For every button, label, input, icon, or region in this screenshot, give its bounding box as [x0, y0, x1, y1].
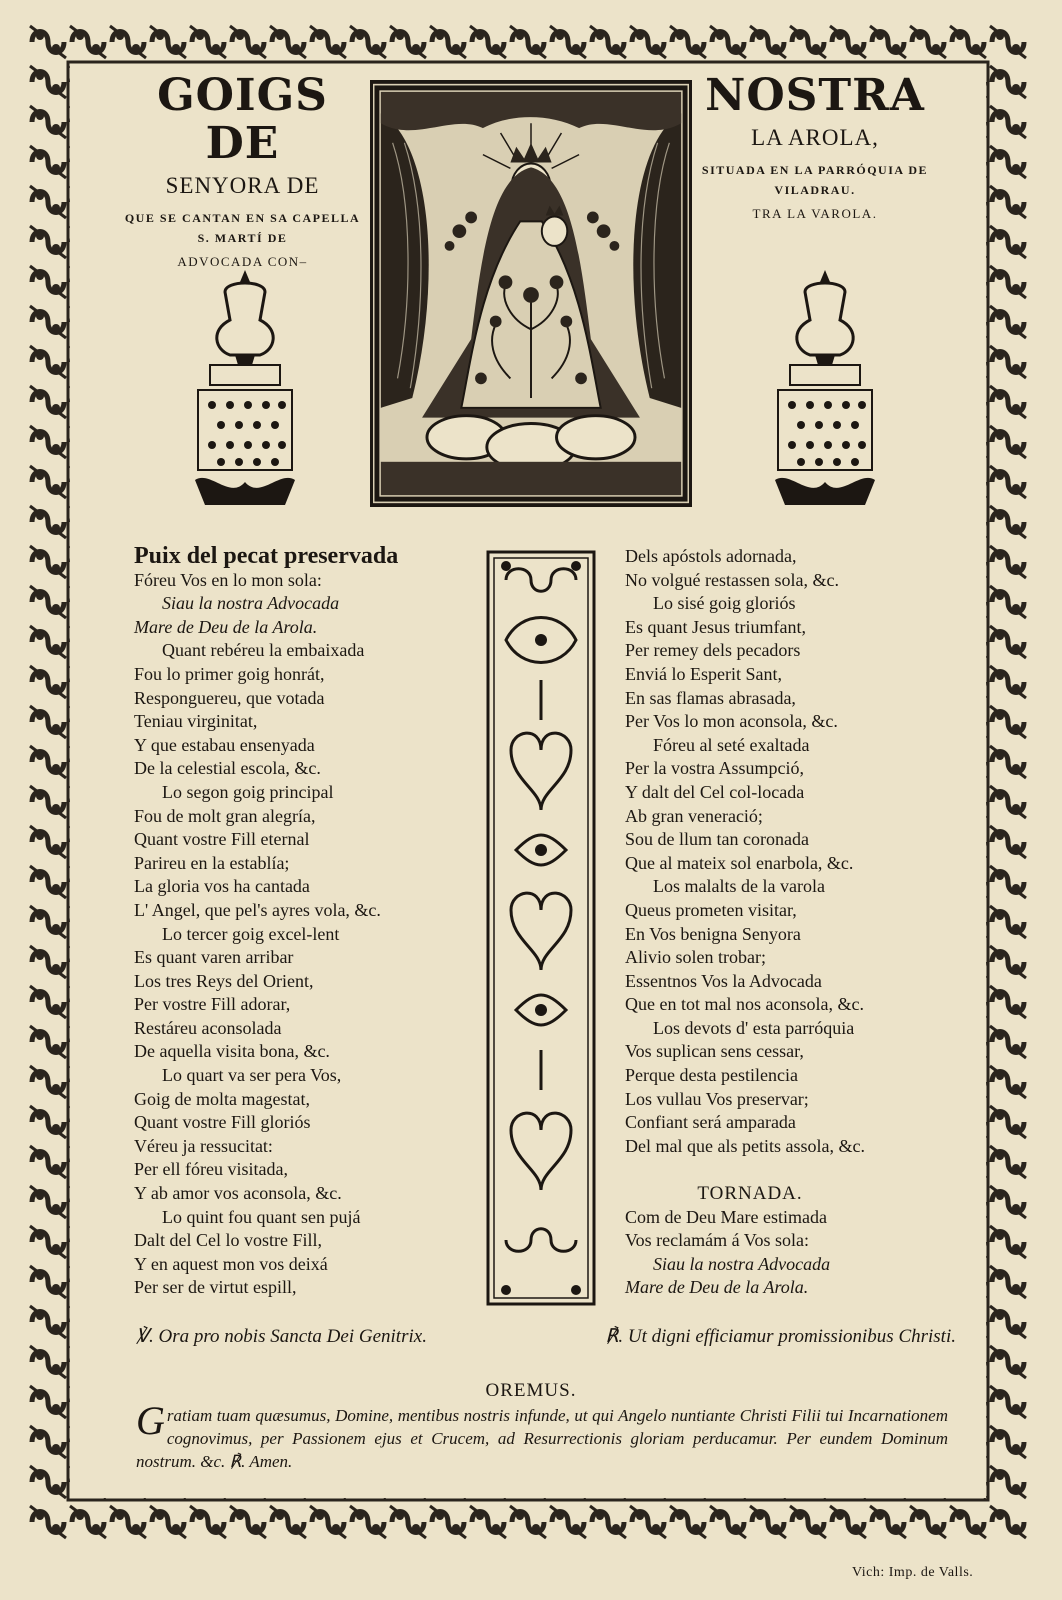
- verse-text: Y que estabau ensenyada: [134, 734, 315, 755]
- verse-line: [134, 923, 474, 947]
- verse-text: Quant rebéreu la embaixada: [162, 640, 365, 661]
- verse-line: [134, 1111, 474, 1135]
- verse-text: uix del pecat preservada: [148, 543, 399, 569]
- verse-text: Ab gran veneració;: [625, 805, 763, 826]
- verse-drop-cap: P: [134, 543, 149, 569]
- verse-text: Fóreu Vos en lo mon sola:: [134, 569, 322, 590]
- verse-line: [134, 592, 474, 616]
- verse-line: [134, 1229, 474, 1253]
- center-column-ornament: [486, 550, 596, 1306]
- verses-right-column: [625, 545, 955, 1300]
- verse-line: [625, 875, 955, 899]
- verse-line: [134, 781, 474, 805]
- verse-line: [625, 993, 955, 1017]
- verse-line: [625, 545, 955, 569]
- verse-text: Enviá lo Esperit Sant,: [625, 663, 782, 684]
- verse-text: Quant vostre Fill eternal: [134, 829, 310, 850]
- verse-line: [134, 1206, 474, 1230]
- verse-text: Los tres Reys del Orient,: [134, 970, 314, 991]
- verse-line: [625, 946, 955, 970]
- verse-line: [625, 1229, 955, 1253]
- verse-text: Per ser de virtut espill,: [134, 1277, 297, 1298]
- title-right: NOSTRA: [705, 70, 925, 121]
- verse-line: [625, 1182, 955, 1206]
- verse-text: De aquella visita bona, &c.: [134, 1041, 330, 1062]
- verse-text: Siau la nostra Advocada: [162, 593, 340, 614]
- verse-text: La gloria vos ha cantada: [134, 876, 310, 897]
- verse-text: Perque desta pestilencia: [625, 1065, 798, 1086]
- verse-line: [625, 1040, 955, 1064]
- verse-line: [625, 592, 955, 616]
- verse-text: Que en tot mal nos aconsola, &c.: [625, 994, 864, 1015]
- oremus-prayer: [136, 1398, 948, 1473]
- verse-line: [134, 710, 474, 734]
- subtitle-right: LA AROLA,: [751, 125, 879, 150]
- verse-text: Queus prometen visitar,: [625, 899, 797, 920]
- verse-line: [134, 1040, 474, 1064]
- verse-line: [134, 1064, 474, 1088]
- verses-left-column: [134, 545, 474, 1300]
- verse-text: Mare de Deu de la Arola.: [625, 1277, 809, 1298]
- verse-text: Quant vostre Fill gloriós: [134, 1112, 311, 1133]
- verse-text: Vos suplican sens cessar,: [625, 1041, 804, 1062]
- header-right: [695, 72, 935, 224]
- verse-line: [134, 734, 474, 758]
- verse-line: [625, 663, 955, 687]
- verse-text: Y en aquest mon vos deixá: [134, 1253, 328, 1274]
- verse-line: [134, 616, 474, 640]
- verse-text: Restáreu aconsolada: [134, 1017, 282, 1038]
- verse-line: [134, 875, 474, 899]
- verse-line: [134, 663, 474, 687]
- verse-text: Per vostre Fill adorar,: [134, 994, 291, 1015]
- verse-line: [625, 757, 955, 781]
- verse-line: [625, 852, 955, 876]
- header-line1-right: SITUADA EN LA PARRÓQUIA DE: [701, 163, 929, 177]
- verse-line: [625, 923, 955, 947]
- verse-line: [134, 899, 474, 923]
- verse-text: Per Vos lo mon aconsola, &c.: [625, 711, 838, 732]
- verse-line: [625, 1064, 955, 1088]
- verse-text: Per la vostra Assumpció,: [625, 758, 804, 779]
- verse-text: Per remey dels pecadors: [625, 640, 801, 661]
- verse-text: Per ell fóreu visitada,: [134, 1159, 288, 1180]
- verse-text: No volgué restassen sola, &c.: [625, 569, 839, 590]
- versicle-response: [136, 1325, 956, 1348]
- verse-line: [625, 899, 955, 923]
- verse-text: Fou lo primer goig honrát,: [134, 663, 325, 684]
- verse-line: [625, 828, 955, 852]
- response-text: ℟. Ut digni efficiamur promissionibus Christi.: [605, 1326, 956, 1347]
- verse-text: Vos reclamám á Vos sola:: [625, 1230, 809, 1251]
- verse-line: [134, 946, 474, 970]
- verse-line: [625, 970, 955, 994]
- verse-text: Dalt del Cel lo vostre Fill,: [134, 1230, 322, 1251]
- subtitle-left: SENYORA DE: [165, 173, 320, 198]
- verse-line: [625, 1135, 955, 1159]
- verse-text: Sou de llum tan coronada: [625, 829, 809, 850]
- verse-text: En sas flamas abrasada,: [625, 687, 796, 708]
- verse-text: Siau la nostra Advocada: [653, 1253, 831, 1274]
- verse-text: Y ab amor vos aconsola, &c.: [134, 1183, 342, 1204]
- verse-text: Dels apóstols adornada,: [625, 546, 797, 566]
- header-line1-left: QUE SE CANTAN EN SA CAPELLA: [124, 211, 361, 225]
- verse-text: L' Angel, que pel's ayres vola, &c.: [134, 899, 381, 920]
- verse-line: [134, 1182, 474, 1206]
- printer-imprint: Vich: Imp. de Valls.: [852, 1565, 974, 1580]
- urn-ornament-left: [190, 270, 300, 520]
- verse-line: [134, 757, 474, 781]
- verse-text: Y dalt del Cel col-locada: [625, 781, 805, 802]
- verse-text: Mare de Deu de la Arola.: [134, 616, 318, 637]
- verse-text: De la celestial escola, &c.: [134, 758, 321, 779]
- verse-line: [625, 1017, 955, 1041]
- verse-line: [134, 687, 474, 711]
- verse-text: Lo quint fou quant sen pujá: [162, 1206, 361, 1227]
- verse-text: Fóreu al seté exaltada: [653, 734, 810, 755]
- verse-text: Los malalts de la varola: [653, 876, 825, 897]
- virgin-woodcut-image: [370, 80, 692, 507]
- verse-text: Alivio solen trobar;: [625, 947, 766, 968]
- header-line2-right: VILADRAU.: [774, 183, 856, 197]
- versicle-text: ℣. Ora pro nobis Sancta Dei Genitrix.: [136, 1326, 427, 1347]
- verse-text: Lo quart va ser pera Vos,: [162, 1065, 342, 1086]
- verse-line: [134, 1088, 474, 1112]
- verse-text: Fou de molt gran alegría,: [134, 805, 316, 826]
- verse-line: [625, 1253, 955, 1277]
- header-left: [120, 72, 365, 272]
- verse-text: Lo tercer goig excel-lent: [162, 923, 340, 944]
- oremus-drop-cap: G: [136, 1398, 165, 1443]
- verse-line: [134, 1135, 474, 1159]
- verse-line: [134, 828, 474, 852]
- verse-text: Del mal que als petits assola, &c.: [625, 1135, 865, 1156]
- verse-line: [134, 852, 474, 876]
- verse-text: Los devots d' esta parróquia: [653, 1017, 855, 1038]
- verse-line: [134, 1276, 474, 1300]
- verse-text: Essentnos Vos la Advocada: [625, 970, 822, 991]
- verse-text: En Vos benigna Senyora: [625, 923, 801, 944]
- verse-line: [134, 970, 474, 994]
- verse-line: [625, 1158, 955, 1182]
- verse-line: [625, 1088, 955, 1112]
- verse-text: Com de Deu Mare estimada: [625, 1206, 827, 1227]
- verse-text: Es quant Jesus triumfant,: [625, 616, 806, 637]
- verse-line: [625, 687, 955, 711]
- verse-line: [134, 1158, 474, 1182]
- verse-line: [625, 710, 955, 734]
- verse-text: TORNADA.: [697, 1183, 803, 1205]
- verse-text: Parireu en la establía;: [134, 852, 290, 873]
- verse-text: Lo segon goig principal: [162, 781, 334, 802]
- verse-line: [134, 1017, 474, 1041]
- verse-line: [625, 734, 955, 758]
- urn-ornament-right: [770, 270, 880, 520]
- verse-text: Goig de molta magestat,: [134, 1088, 310, 1109]
- verse-text: Que al mateix sol enarbola, &c.: [625, 852, 854, 873]
- verse-text: Confiant será amparada: [625, 1112, 796, 1133]
- verse-line: [625, 781, 955, 805]
- verse-line: [134, 639, 474, 663]
- title-left: GOIGS DE: [157, 70, 328, 169]
- header-line3-left: ADVOCADA CON–: [177, 254, 308, 269]
- header-line3-right: TRA LA VAROLA.: [752, 206, 878, 221]
- oremus-prayer-text: ratiam tuam quæsumus, Domine, mentibus nostris infunde, ut qui Angelo nuntiante Christi Filii tui Incarnationem cognovimus, per Passionem ejus et Crucem, ad Resurrectionis gloriam perducamur. Per eundem Dominum nostrum. &c. ℟. Amen.: [136, 1406, 948, 1471]
- oremus-title: OREMUS.: [485, 1380, 577, 1401]
- verse-text: Responguereu, que votada: [134, 687, 325, 708]
- verse-line: [625, 569, 955, 593]
- verse-text: Véreu ja ressucitat:: [134, 1135, 273, 1156]
- verse-line: [625, 1276, 955, 1300]
- verse-line: [134, 993, 474, 1017]
- verse-line: [625, 1111, 955, 1135]
- verse-line: [134, 1253, 474, 1277]
- verse-line: [625, 805, 955, 829]
- verse-line: [134, 805, 474, 829]
- verse-line: [134, 545, 474, 569]
- verse-line: [625, 616, 955, 640]
- header-line2-left: S. MARTÍ DE: [197, 231, 288, 245]
- verse-text: Es quant varen arribar: [134, 947, 294, 968]
- verse-text: Los vullau Vos preservar;: [625, 1088, 809, 1109]
- verse-text: Lo sisé goig gloriós: [653, 593, 796, 614]
- verse-line: [134, 569, 474, 593]
- verse-line: [625, 639, 955, 663]
- verse-text: Teniau virginitat,: [134, 711, 258, 732]
- verse-line: [625, 1206, 955, 1230]
